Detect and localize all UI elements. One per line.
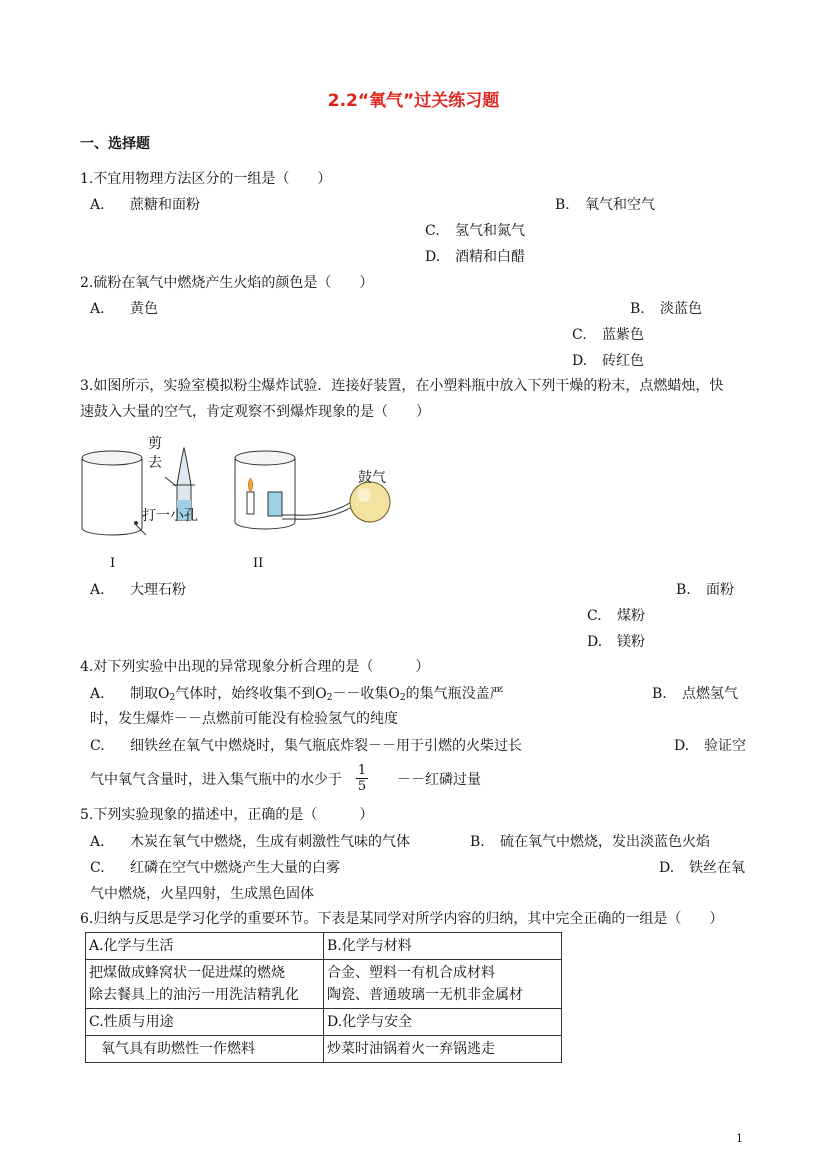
q4-d-text-1: 验证空 xyxy=(704,738,746,754)
q4-c-label: C. xyxy=(90,738,105,754)
q1-option-c xyxy=(425,222,525,240)
q2-a-label: A. xyxy=(90,301,105,317)
question-3-stem-line-1: 3.如图所示，实验室模拟粉尘爆炸试验．连接好装置，在小塑料瓶中放入下列干燥的粉末，点燃蜡烛，快 xyxy=(80,378,724,394)
figure-label-2: II xyxy=(253,556,264,571)
q3-option-c xyxy=(587,607,645,625)
cell-d-line-1: 炒菜时油锅着火一弃锅逃走 xyxy=(327,1041,495,1057)
q5-option-d-line-2: 气中燃烧，火星四射，生成黑色固体 xyxy=(90,886,314,902)
cell-a-line-1: 把煤做成蜂窝状一促进煤的燃烧 xyxy=(89,965,285,981)
q1-d-label: D. xyxy=(425,249,441,265)
q1-b-label: B. xyxy=(555,197,570,213)
q2-d-label: D. xyxy=(572,353,588,369)
cell-d-content xyxy=(324,1036,562,1063)
page-number: 1 xyxy=(736,1132,743,1145)
question-2-stem: 2.硫粉在氧气中燃烧产生火焰的颜色是（ ） xyxy=(80,275,374,291)
figure-label-cut-2: 去 xyxy=(148,455,162,471)
q3-b-label: B. xyxy=(676,582,691,598)
cell-b-content xyxy=(324,960,562,1009)
q4-a-sub-1: 2 xyxy=(169,693,176,703)
q4-option-d-line-2: 气中氧气含量时，进入集气瓶中的水少于 xyxy=(90,772,342,788)
q4-option-a xyxy=(90,685,504,707)
cell-d-heading: D.化学与安全 xyxy=(324,1009,562,1036)
q4-b-label: B. xyxy=(652,686,667,702)
table-row xyxy=(86,960,562,1009)
q3-c-text: 煤粉 xyxy=(617,608,645,624)
cell-a-content xyxy=(86,960,324,1009)
q2-option-b xyxy=(630,300,702,318)
dust-explosion-apparatus-figure xyxy=(80,430,400,575)
q1-a-label: A. xyxy=(90,197,105,213)
q4-c-text: 细铁丝在氧气中燃烧时，集气瓶底炸裂－－用于引燃的火柴过长 xyxy=(130,738,522,754)
q2-a-text: 黄色 xyxy=(130,301,158,317)
table-row xyxy=(86,933,562,960)
fraction-one-fifth xyxy=(355,763,369,794)
q4-a-text-1: 制取O xyxy=(130,686,170,702)
q2-b-label: B. xyxy=(630,301,645,317)
figure-label-1: I xyxy=(110,556,116,571)
q4-option-b-line-1 xyxy=(652,685,738,703)
q2-option-c xyxy=(572,326,644,344)
cell-a-line-2: 除去餐具上的油污一用洗洁精乳化 xyxy=(89,987,299,1003)
question-6-stem: 6.归纳与反思是学习化学的重要环节。下表是某同学对所学内容的归纳，其中完全正确的一组是（ ） xyxy=(80,911,724,927)
q5-option-d-line-1 xyxy=(659,859,745,877)
q5-a-text: 木炭在氧气中燃烧，生成有刺激性气味的气体 xyxy=(130,834,410,850)
cell-b-line-2: 陶瓷、普通玻璃一无机非金属材 xyxy=(327,987,523,1003)
q5-c-text: 红磷在空气中燃烧产生大量的白雾 xyxy=(130,860,340,876)
summary-table xyxy=(85,932,562,1063)
q3-option-d xyxy=(587,633,645,651)
q1-option-a xyxy=(90,196,200,214)
question-3-stem-line-2: 速鼓入大量的空气，肯定观察不到爆炸现象的是（ ） xyxy=(80,404,430,420)
q4-a-text-4: 的集气瓶没盖严 xyxy=(405,686,504,702)
cell-c-line-1: 氧气具有助燃性一作燃料 xyxy=(101,1041,255,1057)
q3-option-b xyxy=(676,581,734,599)
cell-c-content xyxy=(86,1036,324,1063)
q4-a-label: A. xyxy=(90,686,105,702)
q3-a-text: 大理石粉 xyxy=(130,582,186,598)
q4-b-text-1: 点燃氢气 xyxy=(682,686,738,702)
q1-c-label: C. xyxy=(425,223,440,239)
q2-b-text: 淡蓝色 xyxy=(660,301,702,317)
q3-b-text: 面粉 xyxy=(706,582,734,598)
figure-label-hole: 打一小孔 xyxy=(142,508,198,524)
question-1-stem: 1.不宜用物理方法区分的一组是（ ） xyxy=(80,171,332,187)
q2-c-label: C. xyxy=(572,327,587,343)
fraction-denominator: 5 xyxy=(357,779,367,794)
q5-d-text-1: 铁丝在氧 xyxy=(689,860,745,876)
question-4-stem: 4.对下列实验中出现的异常现象分析合理的是（ ） xyxy=(80,659,430,675)
q5-option-a xyxy=(90,833,410,851)
q3-c-label: C. xyxy=(587,608,602,624)
q1-b-text: 氧气和空气 xyxy=(585,197,655,213)
q4-d-label: D. xyxy=(674,738,690,754)
q5-b-text: 硫在氧气中燃烧，发出淡蓝色火焰 xyxy=(500,834,710,850)
q1-c-text: 氢气和氮气 xyxy=(455,223,525,239)
q1-a-text: 蔗糖和面粉 xyxy=(130,197,200,213)
blower-bulb xyxy=(350,482,390,522)
q2-c-text: 蓝紫色 xyxy=(602,327,644,343)
figure-label-blow: 鼓气 xyxy=(358,470,386,486)
q5-d-label: D. xyxy=(659,860,675,876)
q2-d-text: 砖红色 xyxy=(602,353,644,369)
q5-c-label: C. xyxy=(90,860,105,876)
question-5-stem: 5.下列实验现象的描述中，正确的是（ ） xyxy=(80,807,374,823)
figure-label-cut-1: 剪 xyxy=(148,436,162,452)
cell-b-heading: B.化学与材料 xyxy=(324,933,562,960)
q3-d-label: D. xyxy=(587,634,603,650)
table-row xyxy=(86,1036,562,1063)
cell-c-heading: C.性质与用途 xyxy=(86,1009,324,1036)
cell-a-heading: A.化学与生活 xyxy=(86,933,324,960)
q4-option-b-line-2: 时，发生爆炸－－点燃前可能没有检验氢气的纯度 xyxy=(90,711,398,727)
q3-d-text: 镁粉 xyxy=(617,634,645,650)
section-heading: 一、选择题 xyxy=(80,136,150,152)
page-title: 2.2“氧气”过关练习题 xyxy=(327,91,500,111)
q4-a-sub-3: 2 xyxy=(399,693,406,703)
q5-option-c xyxy=(90,859,340,877)
table-row xyxy=(86,1009,562,1036)
q1-d-text: 酒精和白醋 xyxy=(455,249,525,265)
q1-option-b xyxy=(555,196,655,214)
fraction-numerator: 1 xyxy=(357,763,367,778)
q2-option-a xyxy=(90,300,158,318)
q4-option-d-line-1 xyxy=(674,737,746,755)
figure-2-jar xyxy=(235,451,295,529)
q4-option-c xyxy=(90,737,522,755)
q1-option-d xyxy=(425,248,525,266)
q5-option-b xyxy=(470,833,710,851)
q5-a-label: A. xyxy=(90,834,105,850)
figure-1-bottle xyxy=(82,451,146,535)
q4-a-text-2: 气体时，始终收集不到O xyxy=(175,686,327,702)
q4-a-text-3: －－收集O xyxy=(332,686,400,702)
q3-a-label: A. xyxy=(90,582,105,598)
air-tube xyxy=(282,503,352,519)
q4-a-sub-2: 2 xyxy=(326,693,333,703)
cell-b-line-1: 合金、塑料一有机合成材料 xyxy=(327,965,495,981)
q4-option-d-tail: －－红磷过量 xyxy=(397,772,481,788)
q2-option-d xyxy=(572,352,644,370)
candle-icon xyxy=(247,478,254,514)
q5-b-label: B. xyxy=(470,834,485,850)
q3-option-a xyxy=(90,581,186,599)
figure-2-funnel xyxy=(268,492,282,516)
